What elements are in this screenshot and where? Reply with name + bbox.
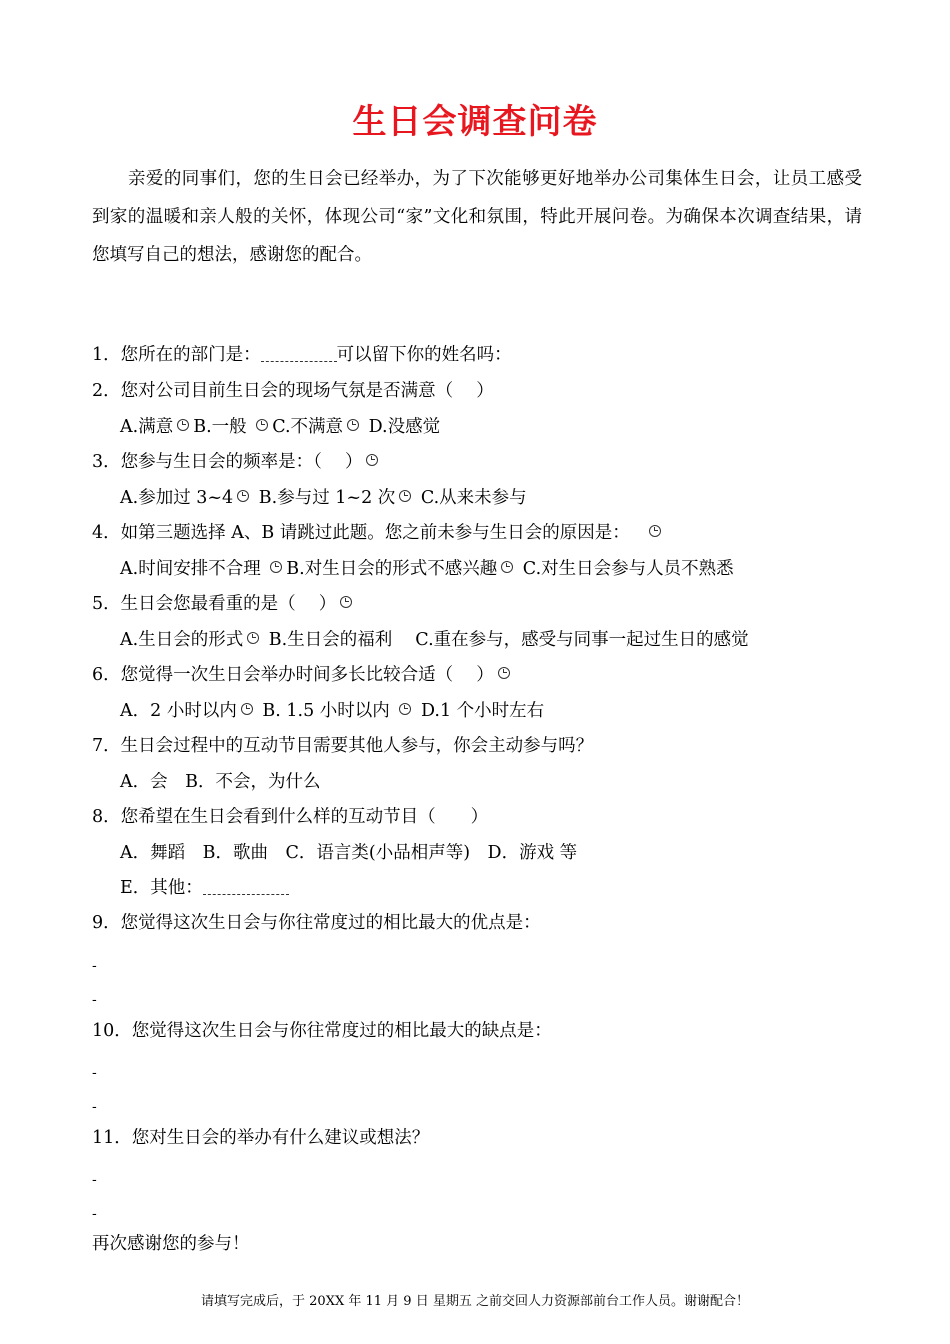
option[interactable]: D.1 个小时左右 — [420, 701, 545, 721]
answer-line[interactable]: - — [92, 1206, 97, 1222]
clock-icon — [241, 703, 253, 715]
answer-line[interactable]: - — [92, 1099, 97, 1115]
clock-icon — [366, 454, 378, 466]
question-7: 7．生日会过程中的互动节目需要其他人参与，你会主动参与吗？ — [92, 736, 594, 756]
option[interactable]: A.参加过 3~4 — [120, 488, 234, 508]
page-title: 生日会调查问卷 — [352, 102, 598, 142]
answer-line[interactable]: - — [92, 1065, 97, 1081]
option[interactable]: C.重在参与，感受与同事一起过生日的感觉 — [415, 630, 749, 650]
question-9: 9．您觉得这次生日会与你往常度过的相比最大的优点是： — [92, 913, 541, 933]
option[interactable]: A.时间安排不合理 — [120, 559, 261, 579]
option[interactable]: C.对生日会参与人员不熟悉 — [522, 559, 734, 579]
clock-icon — [501, 561, 513, 573]
clock-icon — [347, 419, 359, 431]
option[interactable]: B.生日会的福利 — [268, 630, 393, 650]
question-3-options — [120, 486, 527, 510]
option[interactable]: A.满意 — [120, 417, 174, 437]
question-4-options — [120, 557, 734, 581]
answer-line[interactable]: - — [92, 1172, 97, 1188]
option[interactable]: A.生日会的形式 — [120, 630, 244, 650]
question-5 — [92, 592, 356, 616]
other-blank[interactable] — [203, 880, 289, 895]
question-1 — [92, 343, 512, 367]
question-1-label: 1．您所在的部门是： — [92, 345, 261, 365]
option[interactable]: C.从来未参与 — [420, 488, 527, 508]
option[interactable]: C.不满意 — [272, 417, 344, 437]
closing-thanks: 再次感谢您的参与！ — [92, 1234, 250, 1254]
question-5-options — [120, 628, 749, 652]
clock-icon — [399, 703, 411, 715]
question-8: 8．您希望在生日会看到什么样的互动节目（ ） — [92, 807, 489, 827]
clock-icon — [498, 667, 510, 679]
question-3 — [92, 450, 382, 474]
question-11: 11．您对生日会的举办有什么建议或想法？ — [92, 1128, 430, 1148]
question-6-label: 6．您觉得一次生日会举办时间多长比较合适（ ） — [92, 665, 494, 685]
question-7-options[interactable]: A．会 B．不会，为什么 — [120, 772, 321, 792]
question-10: 10．您觉得这次生日会与你往常度过的相比最大的缺点是： — [92, 1021, 552, 1041]
question-4 — [92, 521, 665, 545]
option[interactable]: B.对生日会的形式不感兴趣 — [286, 559, 498, 579]
option[interactable]: D.没感觉 — [368, 417, 441, 437]
clock-icon — [270, 561, 282, 573]
answer-line[interactable]: - — [92, 958, 97, 974]
question-6 — [92, 663, 514, 687]
question-5-label: 5．生日会您最看重的是（ ） — [92, 594, 337, 614]
clock-icon — [237, 490, 249, 502]
other-label: E．其他： — [120, 878, 203, 898]
footer-note: 请填写完成后，于 20XX 年 11 月 9 日 星期五 之前交回人力资源部前台工作人员。谢谢配合！ — [201, 1294, 749, 1309]
question-8-other — [120, 876, 289, 900]
question-3-label: 3．您参与生日会的频率是：（ ） — [92, 452, 363, 472]
option[interactable]: B.参与过 1~2 次 — [258, 488, 396, 508]
option[interactable]: B.一般 — [193, 417, 247, 437]
question-2-options — [120, 415, 440, 439]
clock-icon — [247, 632, 259, 644]
question-8-options[interactable]: A．舞蹈 B．歌曲 C．语言类(小品相声等) D．游戏 等 — [120, 843, 578, 863]
option[interactable]: B. 1.5 小时以内 — [262, 701, 390, 721]
clock-icon — [177, 419, 189, 431]
clock-icon — [399, 490, 411, 502]
question-1-name-label: 可以留下你的姓名吗： — [336, 345, 512, 365]
clock-icon — [256, 419, 268, 431]
intro-paragraph: 亲爱的同事们，您的生日会已经举办，为了下次能够更好地举办公司集体生日会，让员工感受到家的温暖和亲人般的关怀，体现公司“家”文化和氛围，特此开展问卷。为确保本次调查结果，请您填写自己的想法，感谢您的配合。 — [92, 169, 862, 265]
clock-icon — [340, 596, 352, 608]
question-2: 2．您对公司目前生日会的现场气氛是否满意（ ） — [92, 381, 494, 401]
option[interactable]: A．2 小时以内 — [120, 701, 237, 721]
question-6-options — [120, 699, 544, 723]
clock-icon — [649, 525, 661, 537]
question-4-label: 4．如第三题选择 A、B 请跳过此题。您之前未参与生日会的原因是： — [92, 523, 630, 543]
answer-line[interactable]: - — [92, 992, 97, 1008]
department-blank[interactable] — [261, 347, 337, 362]
